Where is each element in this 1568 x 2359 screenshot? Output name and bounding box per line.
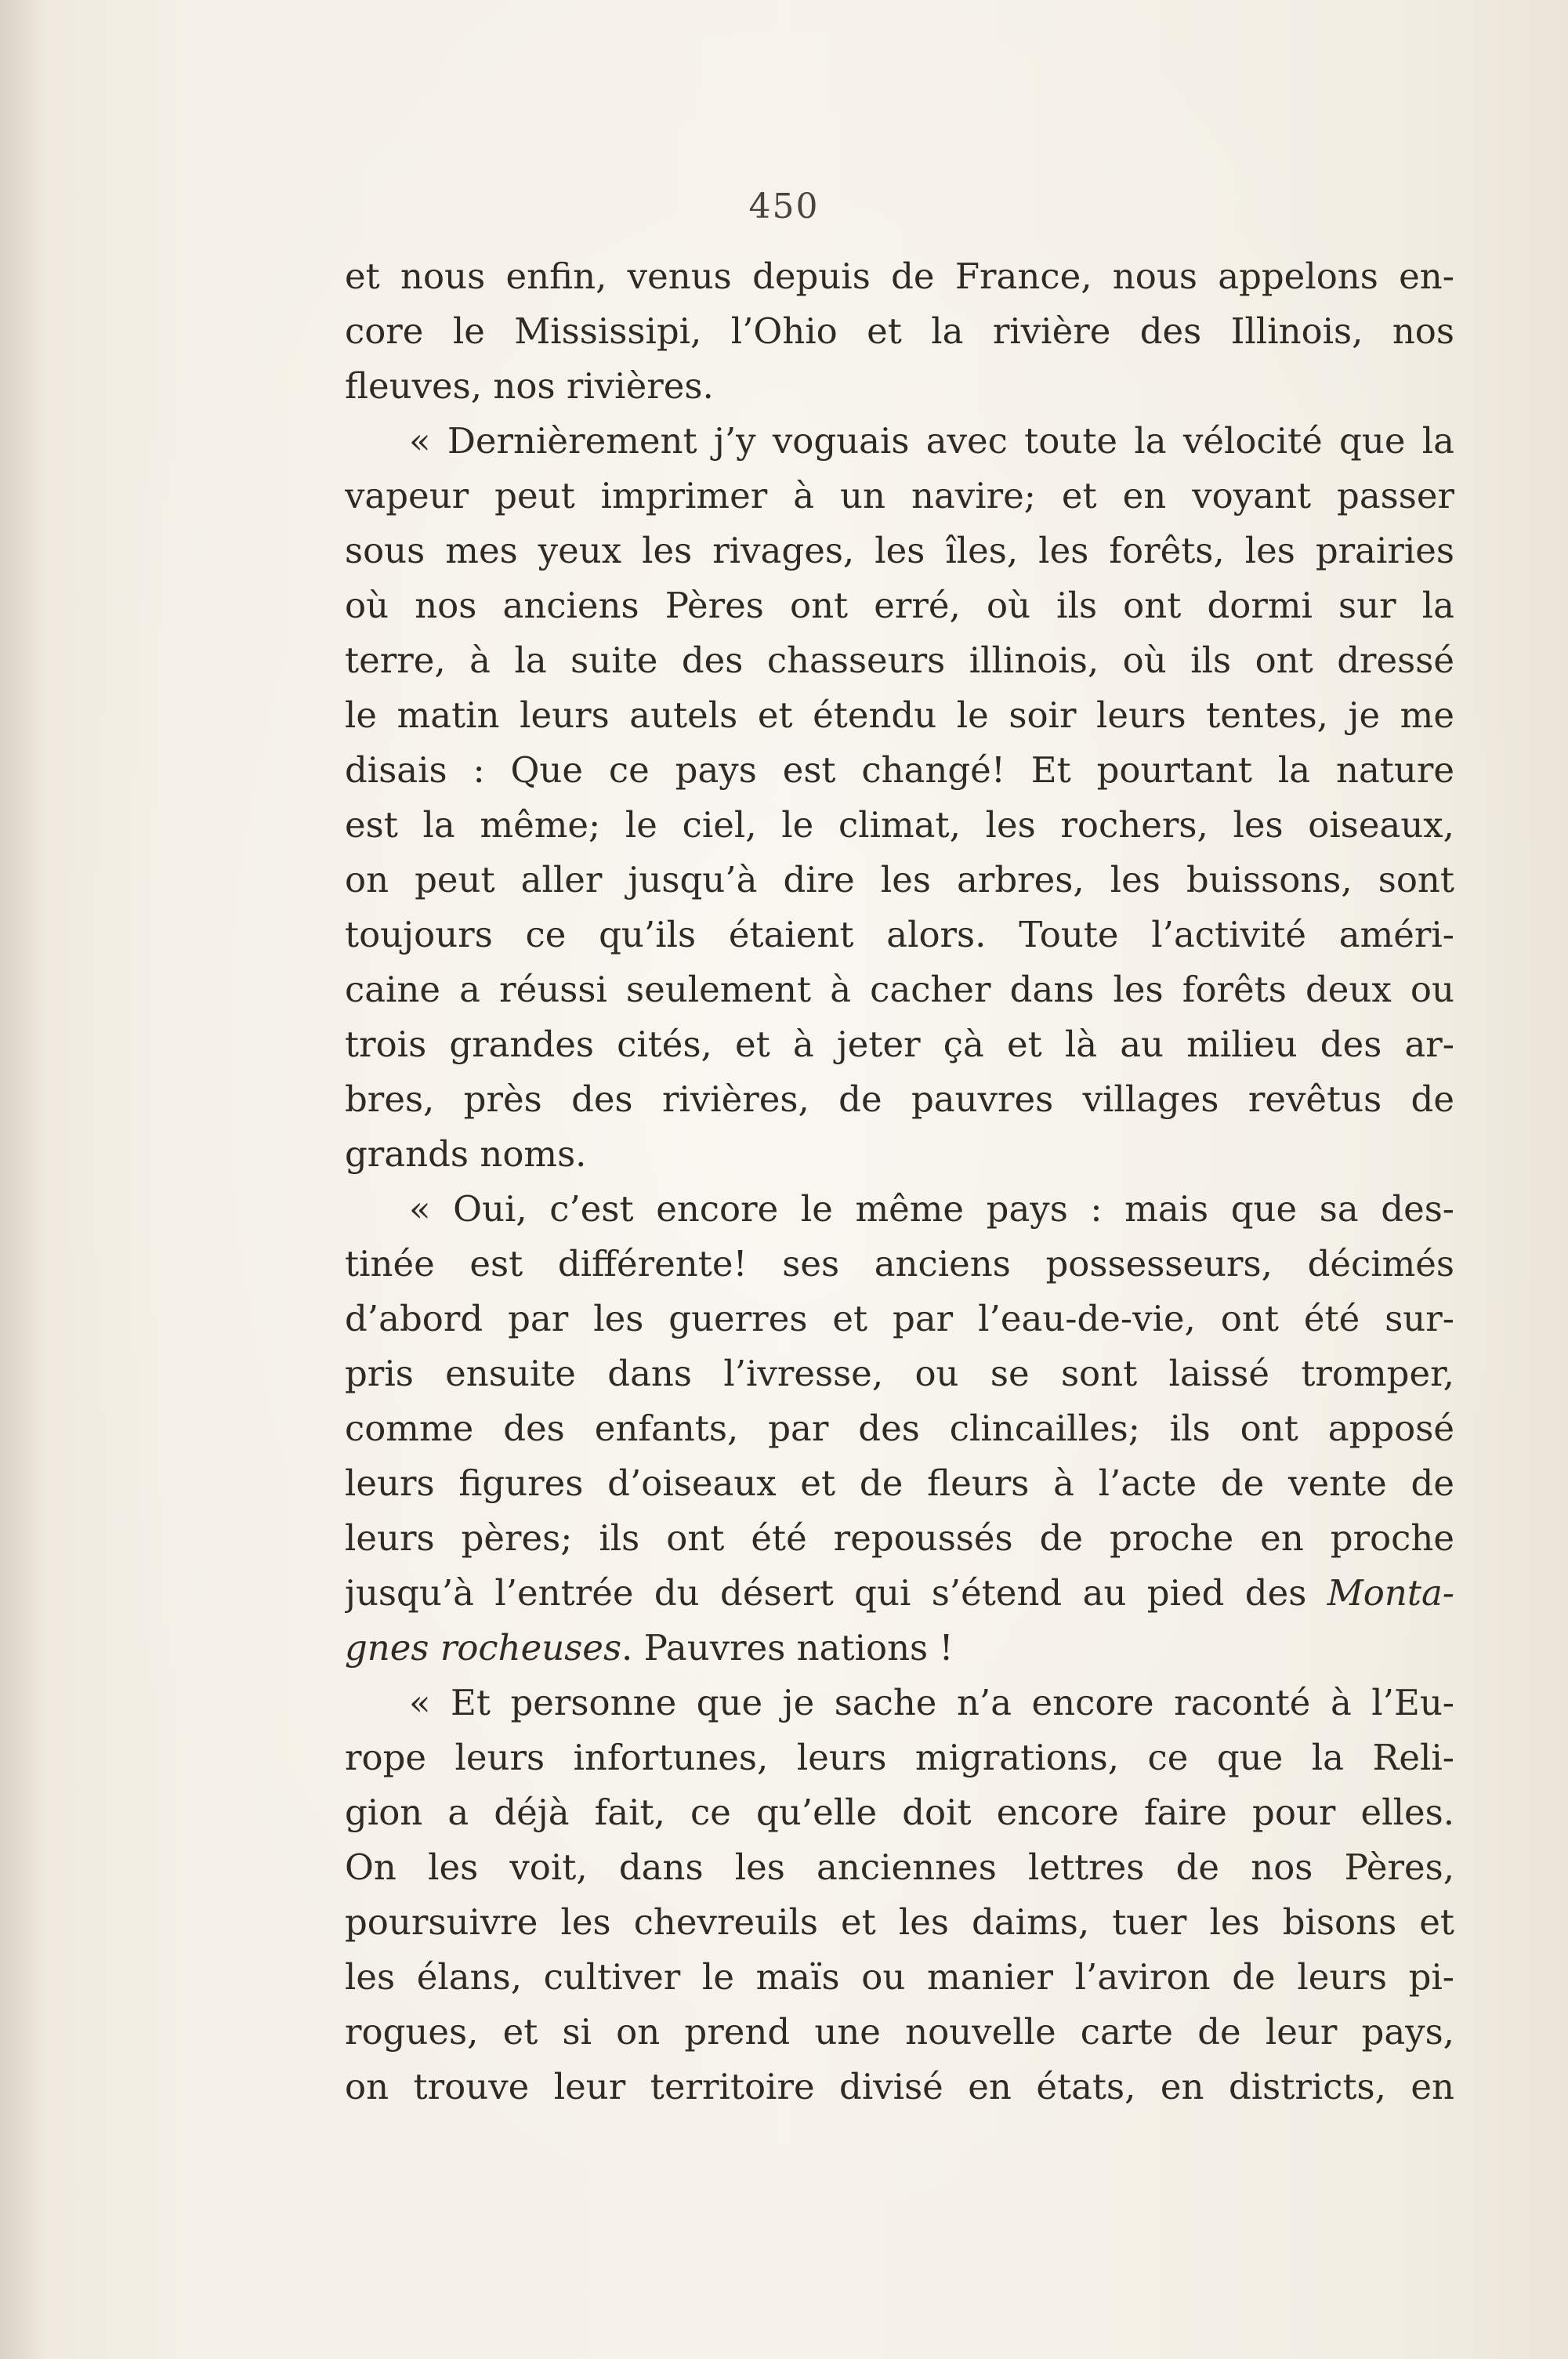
text-line: rogues, et si on prend une nouvelle carte de leur pays, [345,2011,1454,2053]
text-line: on peut aller jusqu’à dire les arbres, les buissons, sont [345,859,1454,900]
text-line: poursuivre les chevreuils et les daims, tuer les bisons et [345,1901,1454,1943]
text-line: « Oui, c’est encore le même pays : mais que sa des- [409,1188,1454,1230]
text-line: gion a déjà fait, ce qu’elle doit encore faire pour elles. [345,1792,1454,1833]
text-line: d’abord par les guerres et par l’eau-de-vie, ont été sur- [345,1298,1454,1339]
text-line: vapeur peut imprimer à un navire; et en voyant passer [345,475,1454,516]
text-line: caine a réussi seulement à cacher dans les forêts deux ou [345,969,1454,1010]
body-text [345,249,1454,2114]
text-line: tinée est différente! ses anciens possesseurs, décimés [345,1243,1454,1285]
text-line: grands noms. [345,1133,587,1175]
text-line: leurs pères; ils ont été repoussés de proche en proche [345,1517,1454,1559]
text-line: On les voit, dans les anciennes lettres de nos Pères, [345,1846,1454,1888]
text-line: disais : Que ce pays est changé! Et pourtant la nature [345,749,1454,791]
text-line: rope leurs infortunes, leurs migrations, ce que la Reli- [345,1737,1454,1778]
text-line: le matin leurs autels et étendu le soir leurs tentes, je me [345,694,1454,736]
text-line: bres, près des rivières, de pauvres villages revêtus de [345,1078,1454,1120]
page-number: 450 [748,187,820,226]
text-line: « Dernièrement j’y voguais avec toute la vélocité que la [409,420,1454,462]
text-line: sous mes yeux les rivages, les îles, les forêts, les prairies [345,530,1454,571]
text-line: « Et personne que je sache n’a encore raconté à l’Eu- [409,1682,1454,1723]
italic-term: Monta- [1327,1572,1454,1614]
line-text-after: . Pauvres nations ! [621,1627,954,1669]
text-line-with-italic [345,1621,1454,1676]
binding-shadow [0,0,47,2359]
text-line: trois grandes cités, et à jeter çà et là au milieu des ar- [345,1024,1454,1065]
text-line: fleuves, nos rivières. [345,365,714,407]
line-text: jusqu’à l’entrée du désert qui s’étend au pied des [345,1572,1307,1614]
text-line: comme des enfants, par des clincailles; ils ont apposé [345,1408,1454,1449]
italic-term: gnes rocheuses [345,1627,622,1669]
text-line: est la même; le ciel, le climat, les rochers, les oiseaux, [345,804,1454,846]
text-line-with-italic [345,1566,1454,1621]
text-line: et nous enfin, venus depuis de France, nous appelons en- [345,255,1454,297]
text-line: terre, à la suite des chasseurs illinois, où ils ont dressé [345,640,1454,681]
text-line: leurs figures d’oiseaux et de fleurs à l’acte de vente de [345,1462,1454,1504]
text-line: toujours ce qu’ils étaient alors. Toute l’activité améri- [345,914,1454,955]
text-line: on trouve leur territoire divisé en états, en districts, en [345,2066,1454,2107]
text-line: pris ensuite dans l’ivresse, ou se sont laissé tromper, [345,1353,1454,1394]
text-line: core le Mississipi, l’Ohio et la rivière des Illinois, nos [345,310,1454,352]
text-line: les élans, cultiver le maïs ou manier l’aviron de leurs pi- [345,1956,1454,1998]
text-line: où nos anciens Pères ont erré, où ils ont dormi sur la [345,585,1454,626]
